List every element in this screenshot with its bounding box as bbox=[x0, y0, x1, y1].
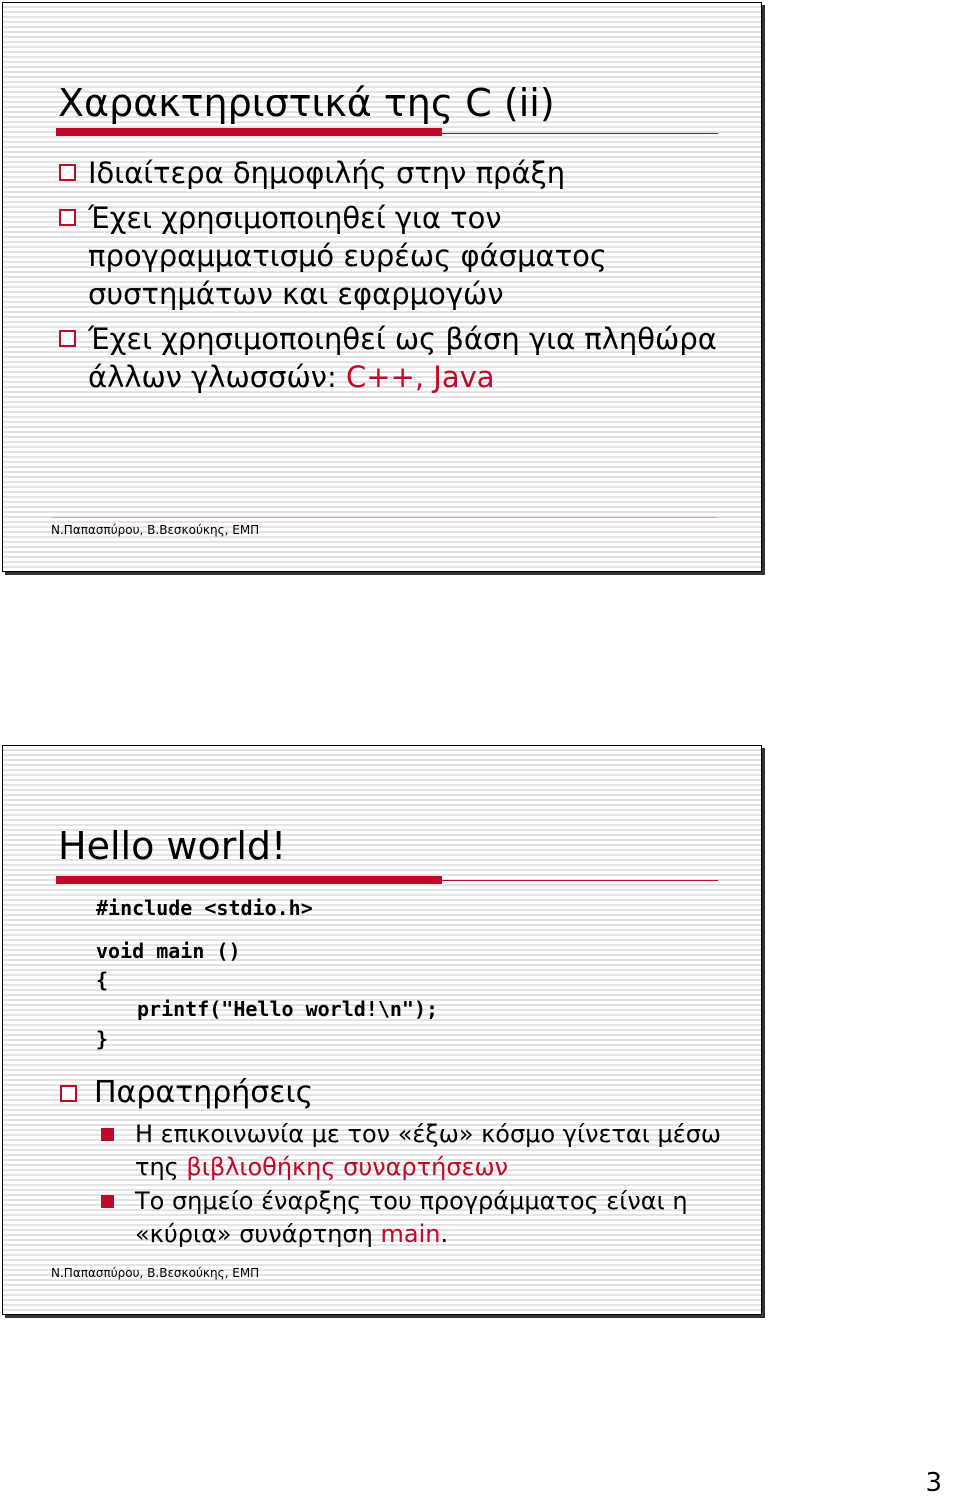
slide-footer: Ν.Παπασπύρου, Β.Βεσκούκης, ΕΜΠ bbox=[51, 1266, 260, 1280]
title-underline-bar bbox=[56, 876, 442, 884]
observation-item bbox=[95, 1118, 735, 1184]
slide-title: Hello world! bbox=[58, 824, 287, 868]
highlight-languages: C++, Java bbox=[345, 360, 495, 394]
hollow-square-bullet-icon bbox=[59, 330, 76, 347]
bullet-text: Ιδιαίτερα δημοφιλής στην πράξη bbox=[88, 156, 566, 190]
bullet-list bbox=[55, 154, 735, 403]
bullet-item bbox=[55, 154, 735, 192]
code-open-brace: { bbox=[96, 968, 109, 992]
slide-2 bbox=[2, 745, 762, 1315]
observation-text: Το σημείο έναρξης του προγράμματος είναι η «κύρια» συνάρτηση bbox=[135, 1187, 688, 1248]
footer-divider bbox=[52, 517, 717, 518]
bullet-text: Έχει χρησιμοποιηθεί ως βάση για πληθώρα άλλων γλωσσών: bbox=[88, 322, 717, 394]
filled-square-bullet-icon bbox=[101, 1195, 114, 1208]
filled-square-bullet-icon bbox=[101, 1128, 114, 1141]
title-underline-line bbox=[442, 880, 718, 881]
slide-title: Χαρακτηριστικά της C (ii) bbox=[58, 81, 555, 125]
code-include: #include <stdio.h> bbox=[96, 896, 313, 920]
slide-1 bbox=[2, 2, 762, 572]
bullet-item bbox=[55, 320, 728, 396]
observations-heading-text: Παρατηρήσεις bbox=[94, 1075, 314, 1110]
observations-heading bbox=[56, 1075, 313, 1110]
observation-item bbox=[95, 1185, 735, 1251]
title-underline-bar bbox=[56, 128, 442, 136]
page-number: 3 bbox=[925, 1468, 942, 1498]
code-printf: printf("Hello world!\n"); bbox=[137, 997, 439, 1021]
highlight-main: main bbox=[380, 1220, 441, 1248]
hollow-square-bullet-icon bbox=[59, 164, 76, 181]
code-close-brace: } bbox=[96, 1027, 109, 1051]
highlight-library: βιβλιοθήκης συναρτήσεων bbox=[186, 1153, 509, 1181]
observation-text: Η επικοινωνία με τον «έξω» κόσμο γίνεται μέσω της bbox=[135, 1120, 722, 1181]
slide-footer: Ν.Παπασπύρου, Β.Βεσκούκης, ΕΜΠ bbox=[51, 523, 260, 537]
code-main-signature: void main () bbox=[96, 939, 241, 963]
bullet-item bbox=[55, 199, 688, 313]
hollow-square-bullet-icon bbox=[60, 1085, 77, 1102]
title-underline-line bbox=[442, 133, 718, 134]
observation-suffix: . bbox=[440, 1220, 449, 1248]
observations-list bbox=[95, 1118, 735, 1252]
bullet-text: Έχει χρησιμοποιηθεί για τον προγραμματισμό ευρέως φάσματος συστημάτων και εφαρμογών bbox=[88, 201, 607, 311]
hollow-square-bullet-icon bbox=[59, 209, 76, 226]
